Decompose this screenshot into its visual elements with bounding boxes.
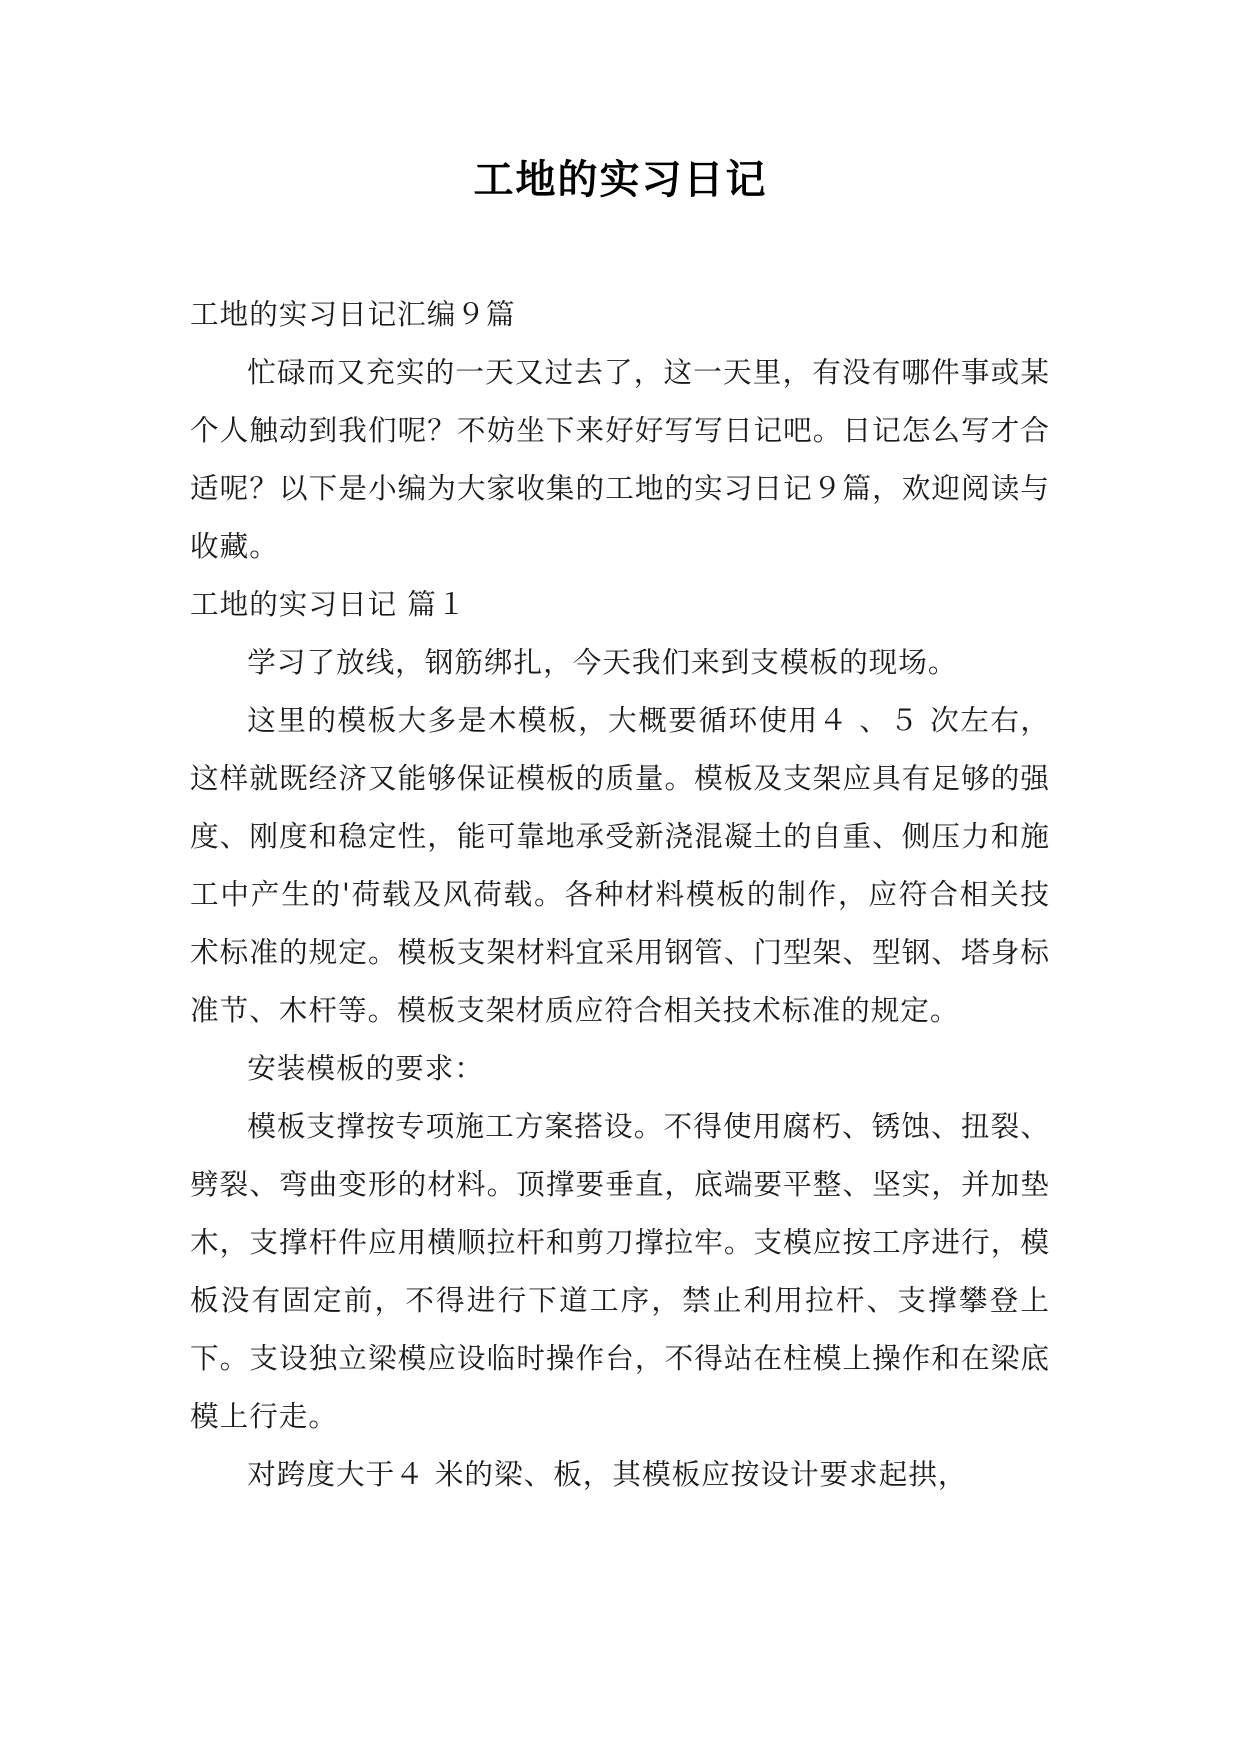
document-title: 工地的实习日记 [473, 156, 768, 203]
collection-heading: 工地的实习日记汇编９篇 [190, 297, 516, 331]
body-paragraph: 这里的模板大多是木模板，大概要循环使用４ 、５ 次左右，这样就既经济又能够保证模板的质量。模板及支架应具有足够的强度、刚度和稳定性，能可靠地承受新浇混凝土的自重、侧压力和施工中产生的'荷载及风荷载。各种材料模板的制作，应符合相关技术标准的规定。模板支架材料宜采用钢管、门型架、型钢、塔身标准节、木杆等。模板支架材质应符合相关技术标准的规定。 [190, 703, 1050, 1027]
intro-paragraph: 忙碌而又充实的一天又过去了，这一天里，有没有哪件事或某个人触动到我们呢？不妨坐下来好好写写日记吧。日记怎么写才合适呢？以下是小编为大家收集的工地的实习日记９篇，欢迎阅读与收藏。 [190, 355, 1050, 563]
document-body [190, 285, 1050, 1503]
section-heading-1: 工地的实习日记 篇１ [190, 587, 467, 621]
body-paragraph: 学习了放线，钢筋绑扎，今天我们来到支模板的现场。 [247, 645, 958, 679]
body-paragraph: 模板支撑按专项施工方案搭设。不得使用腐朽、锈蚀、扭裂、劈裂、弯曲变形的材料。顶撑要垂直，底端要平整、坚实，并加垫木，支撑杆件应用横顺拉杆和剪刀撑拉牢。支模应按工序进行，模板没有固定前，不得进行下道工序，禁止利用拉杆、支撑攀登上下。支设独立梁模应设临时操作台，不得站在柱模上操作和在梁底模上行走。 [190, 1109, 1050, 1433]
body-paragraph: 安装模板的要求： [247, 1051, 484, 1085]
body-paragraph: 对跨度大于４ 米的梁、板，其模板应按设计要求起拱， [247, 1457, 968, 1491]
